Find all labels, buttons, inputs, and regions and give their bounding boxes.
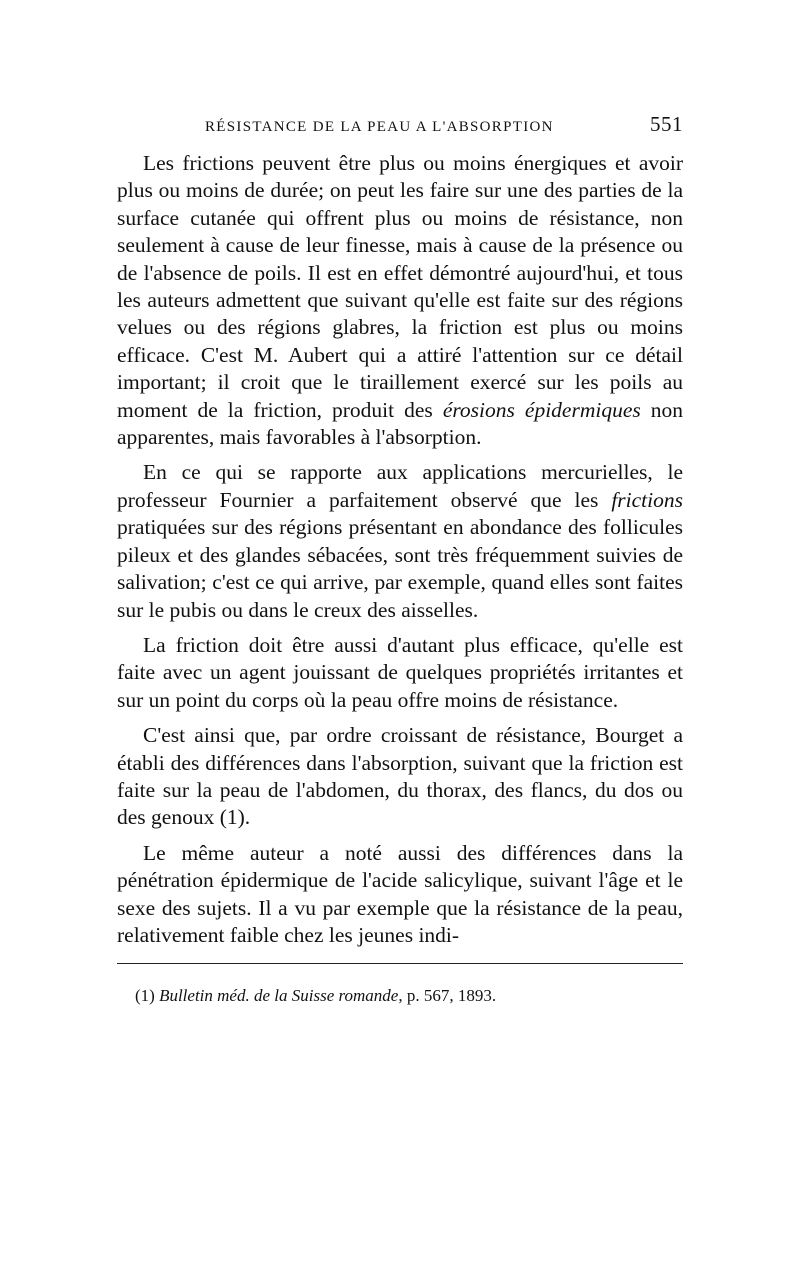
paragraph-italic: érosions épidermiques — [442, 397, 641, 422]
paragraph — [117, 459, 683, 623]
footnote — [117, 985, 683, 1007]
paragraph — [117, 632, 683, 714]
footnote-divider — [117, 963, 683, 964]
body-text — [117, 150, 683, 949]
paragraph — [117, 840, 683, 950]
paragraph-text: La friction doit être aussi d'autant plus efficace, qu'elle est faite avec un agent jouissant de quelques propriétés irritantes et sur un point du corps où la peau offre moins de résistance. — [117, 632, 683, 712]
paragraph-text-end: pratiquées sur des régions présentant en abondance des follicules pileux et des glandes sébacées, sont très fréquemment suivies de salivation; c'est ce qui arrive, par exemple, quand elles sont faites sur le pubis ou dans le creux des aisselles. — [117, 515, 683, 622]
running-head — [117, 112, 683, 146]
paragraph — [117, 150, 683, 451]
paragraph-text: C'est ainsi que, par ordre croissant de résistance, Bourget a établi des différences dans l'absorption, suivant que la friction est faite sur la peau de l'abdomen, du thorax, des flancs, du dos ou des genoux (1). — [117, 723, 683, 830]
paragraph-text: En ce qui se rapporte aux applications mercurielles, le professeur Fournier a parfaitement observé que les — [117, 460, 683, 512]
paragraph — [117, 722, 683, 832]
paragraph-text: Les frictions peuvent être plus ou moins énergiques et avoir plus ou moins de durée; on peut les faire sur une des parties de la surface cutanée qui offrent plus ou moins de résistance, non seulement à cause de leur finesse, mais à cause de la présence ou de l'absence de poils. Il est en effet démontré aujourd'hui, et tous les auteurs admettent que suivant qu'elle est faite sur des régions velues ou des régions glabres, la friction est plus ou moins efficace. C'est M. Aubert qui a attiré l'attention sur ce détail important; il croit que le tiraillement exercé sur les poils au moment de la friction, produit des — [117, 151, 683, 422]
book-page — [117, 112, 683, 1007]
paragraph-text-end: non apparentes, mais favorables à l'absorption. — [117, 397, 684, 450]
running-title: RÉSISTANCE DE LA PEAU A L'ABSORPTION — [205, 119, 554, 135]
paragraph-italic: frictions — [611, 487, 683, 512]
paragraph-text: Le même auteur a noté aussi des différences dans la pénétration épidermique de l'acide salicylique, suivant l'âge et le sexe des sujets. Il a vu par exemple que la résistance de la peau, relativement faible chez les jeunes indi- — [117, 840, 683, 947]
footnote-marker: (1) — [135, 986, 160, 1006]
page-number: 551 — [650, 112, 683, 136]
footnote-reference: , p. 567, 1893. — [398, 986, 497, 1006]
footnote-source: Bulletin méd. de la Suisse romande — [159, 986, 399, 1006]
